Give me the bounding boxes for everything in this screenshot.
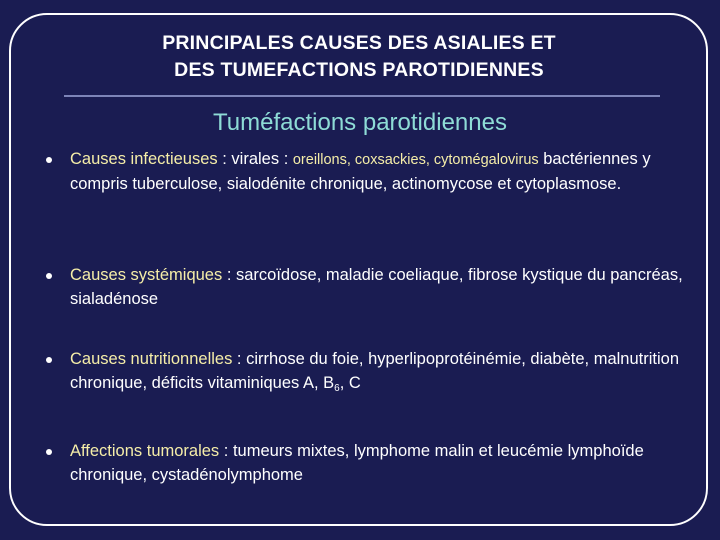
bullet-dot-icon: [46, 449, 52, 455]
bullet-viral-list: oreillons, coxsackies, cytomégalovirus: [292, 152, 539, 168]
bullet-label: Causes systémiques: [70, 266, 223, 284]
bullet-body-continued: bactériennes y compris tuberculose, sialodénite chronique, actinomycose et cytoplasmose.: [70, 150, 651, 193]
bullet-text: [70, 148, 686, 196]
bullet-subscript: 6: [334, 382, 340, 394]
bullet-dot-icon: [46, 273, 52, 279]
bullet-dot-icon: [46, 357, 52, 363]
bullet-label: Affections tumorales: [70, 442, 220, 460]
title-line-1: PRINCIPALES CAUSES DES ASIALIES ET: [162, 32, 556, 54]
title-divider: [64, 95, 660, 97]
bullet-body: : cirrhose du foie, hyperlipoprotéinémie, diabète, malnutrition chronique, déficits vitaminiques A, B: [70, 350, 680, 392]
slide-title: [64, 30, 654, 84]
bullet-body: : sarcoïdose, maladie coeliaque, fibrose kystique du pancréas, sialadénose: [70, 266, 683, 308]
bullet-dot-icon: [46, 157, 52, 163]
bullet-text: [70, 348, 686, 400]
bullet-text: [70, 440, 686, 487]
bullet-body: : tumeurs mixtes, lymphome malin et leucémie lymphoïde chronique, cystadénolymphome: [70, 442, 644, 484]
title-line-2: DES TUMEFACTIONS PAROTIDIENNES: [174, 59, 544, 81]
bullet-body-end: , C: [339, 373, 361, 392]
bullet-label: Causes nutritionnelles: [70, 350, 233, 368]
bullet-text: [70, 264, 686, 311]
bullet-label: Causes infectieuses: [70, 150, 218, 168]
bullet-body: : virales :: [217, 150, 293, 168]
slide-subtitle: Tuméfactions parotidiennes: [213, 109, 507, 136]
